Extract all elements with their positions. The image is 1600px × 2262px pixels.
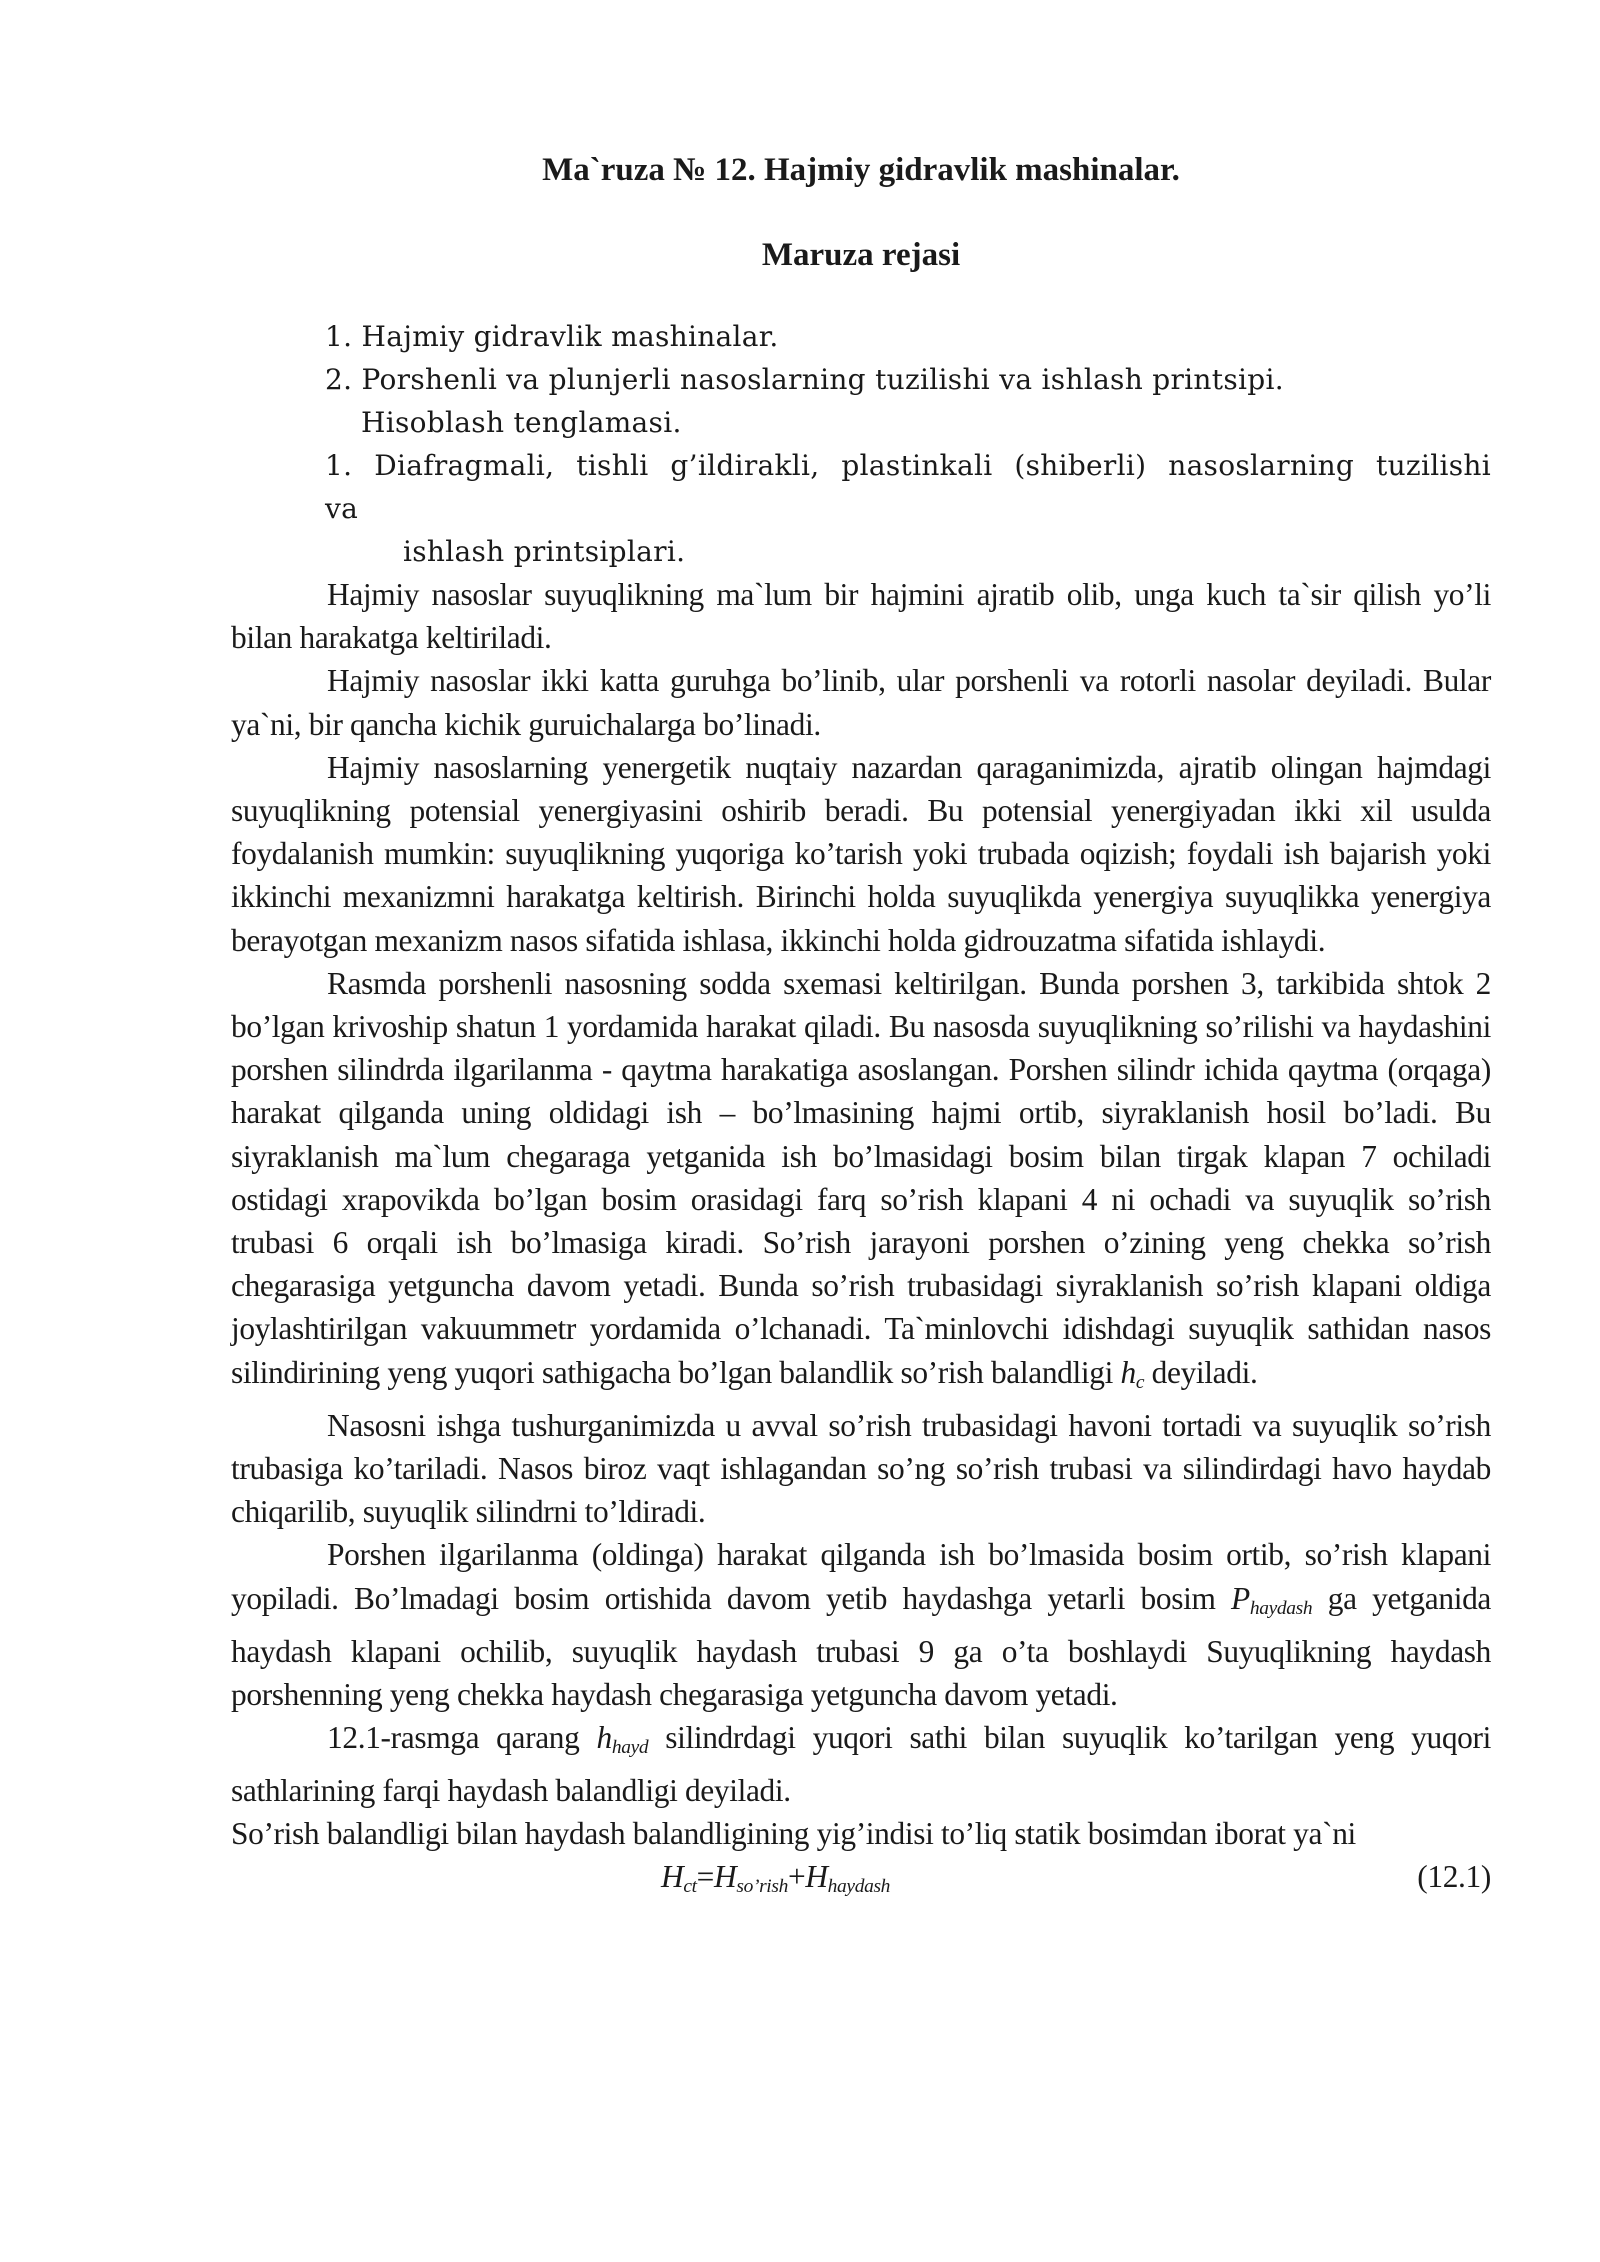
- variable-p-subscript: haydash: [1249, 1597, 1313, 1619]
- formula-h-ct: H: [661, 1859, 684, 1895]
- formula-expression: [661, 1855, 890, 1909]
- lecture-plan: [231, 315, 1491, 573]
- formula-h-haydash: H: [805, 1859, 828, 1895]
- lecture-title: Ma`ruza № 12. Hajmiy gidravlik mashinalar.: [542, 152, 1180, 188]
- formula-h-sorish-subscript: so’rish: [736, 1876, 788, 1898]
- paragraph-8: So’rish balandligi bilan haydash balandligining yig’indisi to’liq statik bosimdan iborat ya`ni: [231, 1816, 1356, 1852]
- paragraph-4: [231, 962, 1491, 1404]
- lecture-body: [231, 573, 1491, 1899]
- plan-item-2-continuation: Hisoblash tenglamasi.: [361, 406, 682, 439]
- paragraph-1: Hajmiy nasoslar suyuqlikning ma`lum bir hajmini ajratib olib, unga kuch ta`sir qilish yo’li bilan harakatga keltiriladi.: [231, 577, 1491, 656]
- plan-item-3-tail: va: [325, 492, 359, 525]
- plan-item-1: 1. Hajmiy gidravlik mashinalar.: [325, 320, 779, 353]
- formula-number: (12.1): [1417, 1859, 1491, 1895]
- paragraph-4-text: Rasmda porshenli nasosning sodda sxemasi keltirilgan. Bunda porshen 3, tarkibida shtok 2 bo’lgan krivoship shatun 1 yordamida harakat qiladi. Bu nasosda suyuqlikning so’rilishi va haydashini porshen silindrda ilgarilanma - qaytma harakatiga asoslangan. Porshen silindr ichida qaytma (orqaga) harakat qilganda uning oldidagi ish – bo’lmasining hajmi ortib, siyraklanish hosil bo’ladi. Bu siyraklanish ma`lum chegaraga yetganida ish bo’lmasidagi bosim bilan tirgak klapan 7 ochiladi ostidagi xrapovikda bo’lgan bosim orasidagi farq so’rish klapani 4 ni ochadi va suyuqlik so’rish trubasi 6 orqali ish bo’lmasiga kiradi. So’rish jarayoni porshen o’zining yeng chekka so’rish chegarasiga yetguncha davom yetadi. Bunda so’rish trubasidagi siyraklanish so’rish klapani oldiga joylashtirilgan vakuummetr yordamida o’lchanadi. Ta`minlovchi idishdagi suyuqlik sathidan nasos silindirining yeng yuqori sathigacha bo’lgan balandlik so’rish balandligi: [231, 965, 1491, 1390]
- formula-h-haydash-subscript: haydash: [827, 1876, 891, 1898]
- paragraph-7: [231, 1716, 1491, 1812]
- plan-item-3: 1. Diafragmali, tishli g’ildirakli, plastinkali (shiberli) nasoslarning tuzilishi: [325, 449, 1491, 482]
- paragraph-2: Hajmiy nasoslar ikki katta guruhga bo’linib, ular porshenli va rotorli nasolar deyiladi. Bular ya`ni, bir qancha kichik guruichalarga bo’linadi.: [231, 663, 1491, 742]
- formula-12-1: [231, 1855, 1491, 1899]
- plan-item-2: 2. Porshenli va plunjerli nasoslarning tuzilishi va ishlash printsipi.: [325, 363, 1284, 396]
- variable-h-hayd-subscript: hayd: [611, 1736, 649, 1758]
- plan-heading: Maruza rejasi: [761, 237, 961, 273]
- formula-equals: =: [696, 1859, 715, 1895]
- formula-h-ct-subscript: ct: [683, 1876, 697, 1898]
- formula-h-sorish: H: [714, 1859, 737, 1895]
- paragraph-3: Hajmiy nasoslarning yenergetik nuqtaiy nazardan qaraganimizda, ajratib olingan hajmdagi suyuqlikning potensial yenergiyasini oshirib beradi. Bu potensial yenergiyadan ikki xil usulda foydalanish mumkin: suyuqlikning yuqoriga ko’tarish yoki trubada oqizish; foydali ish bajarish yoki ikkinchi mexanizmni harakatga keltirish. Birinchi holda suyuqlikda yenergiya suyuqlikka yenergiya berayotgan mexanizm nasos sifatida ishlasa, ikkinchi holda gidrouzatma sifatida ishlaydi.: [231, 749, 1491, 958]
- paragraph-7-start: 12.1-rasmga qarang: [327, 1720, 597, 1755]
- paragraph-7-end: silindrdagi yuqori sathi bilan suyuqlik ko’tarilgan yeng yuqori sathlarining farqi haydash balandligi deyiladi.: [231, 1720, 1492, 1809]
- paragraph-6: [231, 1533, 1491, 1716]
- paragraph-6-text: Porshen ilgarilanma (oldinga) harakat qilganda ish bo’lmasida bosim ortib, so’rish klapani yopiladi. Bo’lmadagi bosim ortishida davom yetib haydashga yetarli bosim: [231, 1537, 1491, 1616]
- variable-h-subscript: c: [1135, 1371, 1145, 1393]
- formula-plus: +: [787, 1859, 806, 1895]
- paragraph-6-end: ga yetganida haydash klapani ochilib, suyuqlik haydash trubasi 9 ga o’ta boshlaydi Suyuqlikning haydash porshenning yeng chekka haydash chegarasiga yetguncha davom yetadi.: [231, 1580, 1491, 1712]
- plan-item-3-continuation: ishlash printsiplari.: [403, 535, 686, 568]
- variable-h-hayd: h: [596, 1720, 612, 1755]
- paragraph-5: Nasosni ishga tushurganimizda u avval so’rish trubasidagi havoni tortadi va suyuqlik so’rish trubasiga ko’tariladi. Nasos biroz vaqt ishlagandan so’ng so’rish trubasi va silindirdagi havo haydab chiqarilib, suyuqlik silindrni to’ldiradi.: [231, 1407, 1491, 1530]
- variable-p: P: [1231, 1580, 1250, 1616]
- paragraph-4-end: deyiladi.: [1144, 1354, 1258, 1390]
- document-page: [231, 150, 1491, 1899]
- variable-h: h: [1120, 1354, 1136, 1390]
